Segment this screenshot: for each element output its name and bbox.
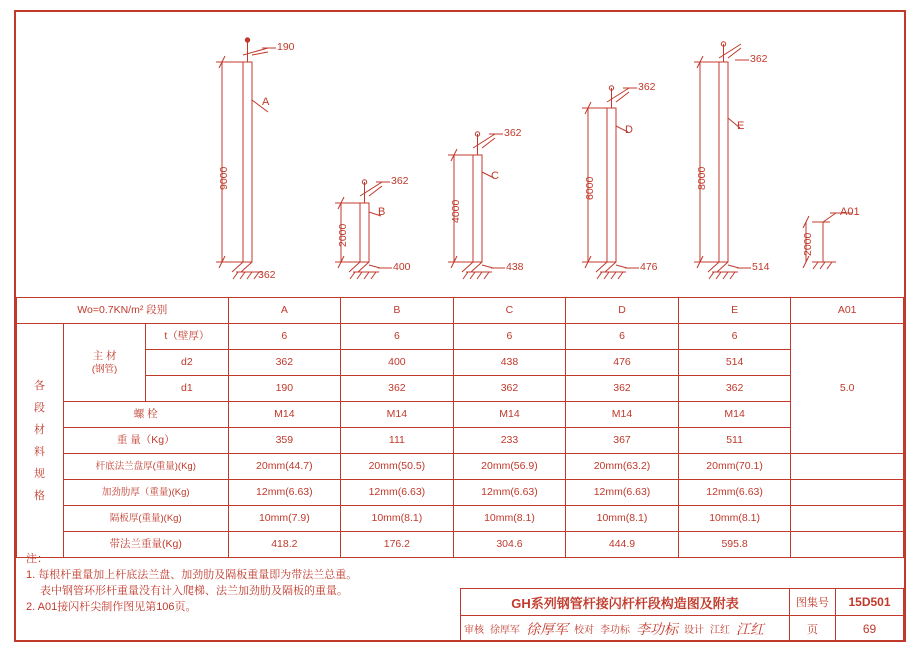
reviewer-name: 徐厚军 — [490, 625, 520, 636]
cell-4-2: 233 — [453, 428, 566, 454]
group-main-label: 主 材 — [92, 349, 117, 362]
pole-d-id: D — [625, 124, 633, 136]
cell-2-0: 190 — [228, 376, 341, 402]
table-row — [17, 428, 904, 454]
cell-8-3: 444.9 — [566, 532, 679, 558]
pole-b-bottom-dim: 400 — [393, 261, 411, 273]
cell-0-4: 6 — [678, 324, 791, 350]
cell-8-0: 418.2 — [228, 532, 341, 558]
pole-a01-height: 2000 — [802, 232, 814, 256]
cell-7-4: 10mm(8.1) — [678, 506, 791, 532]
cell-2-2: 362 — [453, 376, 566, 402]
cell-3-2: M14 — [453, 402, 566, 428]
cell-5-4: 20mm(70.1) — [678, 454, 791, 480]
table-row — [17, 350, 904, 376]
cell-7-0: 10mm(7.9) — [228, 506, 341, 532]
cell-0-2: 6 — [453, 324, 566, 350]
pole-c-top-dim: 362 — [504, 127, 522, 139]
spec-table — [16, 297, 904, 558]
designer-signature: 江红 — [736, 622, 764, 638]
cell-2-4: 362 — [678, 376, 791, 402]
cell-a01-weight: 5.0 — [791, 324, 904, 454]
designer-name: 江红 — [710, 625, 730, 636]
atlas-number: 15D501 — [836, 588, 904, 616]
pole-b-height: 2000 — [337, 223, 349, 247]
table-header-row — [17, 298, 904, 324]
pole-b-id: B — [378, 206, 386, 218]
cell-8-2: 304.6 — [453, 532, 566, 558]
row-label-2: d1 — [146, 376, 228, 402]
pole-e-top-dim: 362 — [750, 53, 768, 65]
cell-4-3: 367 — [566, 428, 679, 454]
col-header-a01: A01 — [791, 298, 904, 324]
table-row — [17, 454, 904, 480]
checker-signature: 李功标 — [636, 622, 678, 638]
pole-c-id: C — [491, 170, 499, 182]
sheet-title: GH系列钢管杆接闪杆杆段构造图及附表 — [460, 588, 790, 616]
cell-4-0: 359 — [228, 428, 341, 454]
cell-5-0: 20mm(44.7) — [228, 454, 341, 480]
row-label-8: 带法兰重量(Kg) — [63, 532, 228, 558]
cell-6-0: 12mm(6.63) — [228, 480, 341, 506]
row-label-6: 加劲肋厚（重量)(Kg) — [63, 480, 228, 506]
cell-8-4: 595.8 — [678, 532, 791, 558]
cell-8-1: 176.2 — [341, 532, 454, 558]
atlas-number-label: 图集号 — [790, 588, 836, 616]
cell-5-2: 20mm(56.9) — [453, 454, 566, 480]
pole-d-bottom-dim: 476 — [640, 261, 658, 273]
table-row — [17, 480, 904, 506]
title-block — [460, 588, 904, 642]
cell-0-1: 6 — [341, 324, 454, 350]
row-label-5: 杆底法兰盘厚(重量)(Kg) — [63, 454, 228, 480]
cell-3-3: M14 — [566, 402, 679, 428]
row-label-3: 螺 栓 — [63, 402, 228, 428]
page-number: 69 — [836, 616, 904, 642]
notes-title: 注： — [26, 553, 48, 565]
page-label: 页 — [790, 616, 836, 642]
cell-7-3: 10mm(8.1) — [566, 506, 679, 532]
pole-d-top-dim: 362 — [638, 81, 656, 93]
cell-0-0: 6 — [228, 324, 341, 350]
cell-3-1: M14 — [341, 402, 454, 428]
note-item-2: 表中钢管环形杆重量没有计入爬梯、法兰加劲肋及隔板的重量。 — [40, 585, 348, 597]
side-label-4: 规 — [33, 467, 46, 480]
cell-8-5 — [791, 532, 904, 558]
pole-e-id: E — [737, 120, 745, 132]
side-label-2: 材 — [33, 423, 46, 436]
cell-6-5 — [791, 480, 904, 506]
col-header-c: C — [453, 298, 566, 324]
pole-b-top-dim: 362 — [391, 175, 409, 187]
table-row — [17, 402, 904, 428]
note-item-1: 1. 每根杆重量加上杆底法兰盘、加劲肋及隔板重量即为带法兰总重。 — [26, 569, 358, 581]
pole-d-height: 6000 — [584, 176, 596, 200]
cell-3-0: M14 — [228, 402, 341, 428]
group-main-cell — [63, 324, 145, 402]
notes-block — [26, 551, 446, 615]
cell-1-4: 514 — [678, 350, 791, 376]
signature-row — [460, 616, 790, 642]
pole-a-height: 9000 — [218, 166, 230, 190]
cell-0-3: 6 — [566, 324, 679, 350]
side-label-5: 格 — [33, 489, 46, 502]
cell-4-1: 111 — [341, 428, 454, 454]
cell-3-4: M14 — [678, 402, 791, 428]
col-header-a: A — [228, 298, 341, 324]
wind-header-cell: Wo=0.7KN/m² 段别 — [17, 298, 229, 324]
designer-label: 设计 — [684, 625, 704, 636]
note-item-3: 2. A01接闪杆尖制作图见第106页。 — [26, 601, 197, 613]
cell-2-3: 362 — [566, 376, 679, 402]
cell-5-3: 20mm(63.2) — [566, 454, 679, 480]
cell-4-4: 511 — [678, 428, 791, 454]
checker-label: 校对 — [574, 625, 594, 636]
side-label-cell — [17, 324, 64, 558]
col-header-e: E — [678, 298, 791, 324]
table-row — [17, 376, 904, 402]
pole-e-height: 8000 — [696, 166, 708, 190]
cell-5-1: 20mm(50.5) — [341, 454, 454, 480]
cell-5-5 — [791, 454, 904, 480]
cell-6-4: 12mm(6.63) — [678, 480, 791, 506]
row-label-7: 隔板厚(重量)(Kg) — [63, 506, 228, 532]
cell-1-3: 476 — [566, 350, 679, 376]
group-main-sub: (钢管) — [91, 363, 118, 375]
pole-a-top-dim: 190 — [277, 41, 295, 53]
cell-7-5 — [791, 506, 904, 532]
row-label-4: 重 量（Kg） — [63, 428, 228, 454]
side-label-0: 各 — [33, 379, 46, 392]
pole-a01-id: A01 — [840, 206, 860, 218]
col-header-d: D — [566, 298, 679, 324]
side-label-1: 段 — [33, 401, 46, 414]
cell-7-1: 10mm(8.1) — [341, 506, 454, 532]
cell-6-3: 12mm(6.63) — [566, 480, 679, 506]
cell-1-1: 400 — [341, 350, 454, 376]
pole-a-bottom-dim: 362 — [258, 269, 276, 281]
cell-2-1: 362 — [341, 376, 454, 402]
cell-6-2: 12mm(6.63) — [453, 480, 566, 506]
reviewer-label: 审核 — [464, 625, 484, 636]
col-header-b: B — [341, 298, 454, 324]
pole-c-bottom-dim: 438 — [506, 261, 524, 273]
checker-name: 李功标 — [600, 625, 630, 636]
side-label-3: 料 — [33, 445, 46, 458]
row-label-1: d2 — [146, 350, 228, 376]
pole-e-bottom-dim: 514 — [752, 261, 770, 273]
pole-c-height: 4000 — [450, 199, 462, 223]
table-row — [17, 506, 904, 532]
cell-1-0: 362 — [228, 350, 341, 376]
row-label-0: t（壁厚） — [146, 324, 228, 350]
cell-1-2: 438 — [453, 350, 566, 376]
table-row — [17, 324, 904, 350]
cell-6-1: 12mm(6.63) — [341, 480, 454, 506]
cell-7-2: 10mm(8.1) — [453, 506, 566, 532]
pole-a-id: A — [262, 96, 270, 108]
reviewer-signature: 徐厚军 — [526, 622, 568, 638]
